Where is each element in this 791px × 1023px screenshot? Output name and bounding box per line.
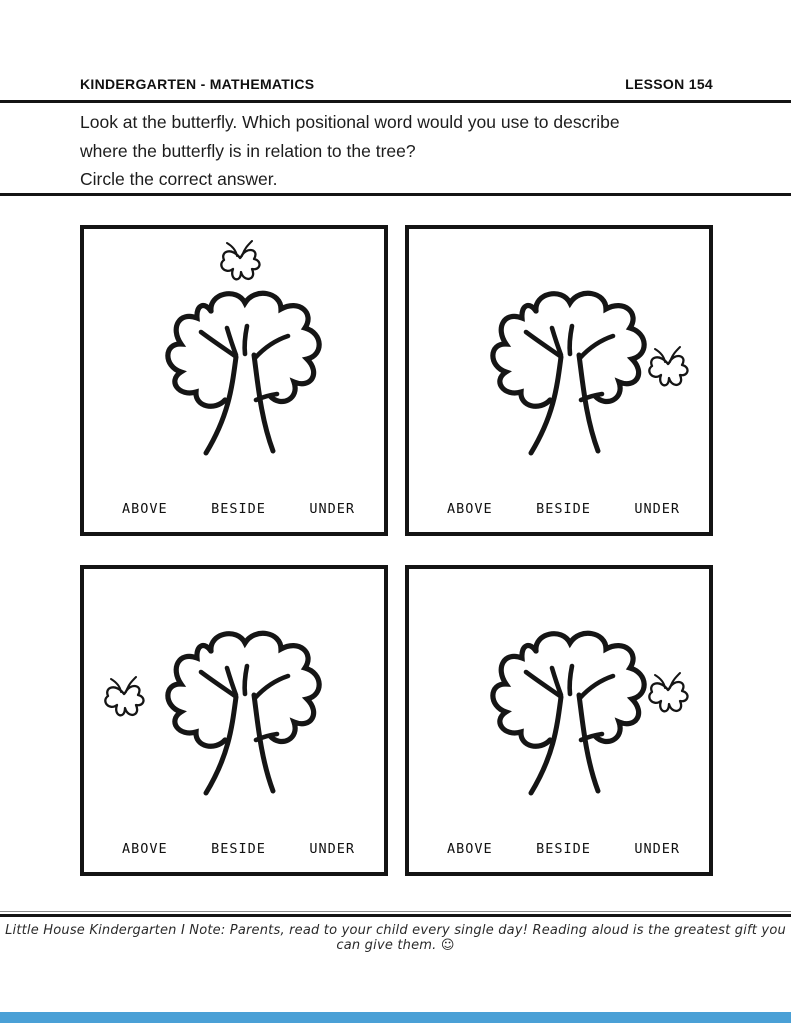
accent-bar: [0, 1012, 791, 1023]
instruction-line-3: Circle the correct answer.: [80, 169, 278, 189]
instruction-line-1: Look at the butterfly. Which positional word would you use to describe: [80, 112, 620, 132]
scene-butterfly-beside-tree-right: [409, 569, 709, 841]
question-box-2: [405, 225, 713, 536]
option-above[interactable]: ABOVE: [122, 841, 168, 857]
tree-icon: [168, 633, 319, 793]
butterfly-icon: [105, 677, 143, 715]
answer-options: [84, 841, 384, 857]
option-above[interactable]: ABOVE: [447, 841, 493, 857]
question-box-4: [405, 565, 713, 876]
tree-icon: [493, 293, 644, 453]
footer-note: Little House Kindergarten I Note: Parents, read to your child every single day! Reading aloud is the greatest gift you can give them. ☺: [5, 923, 786, 953]
question-box-1: [80, 225, 388, 536]
scene-butterfly-beside-tree-left: [84, 569, 384, 841]
tree-icon: [493, 633, 644, 793]
option-above[interactable]: ABOVE: [122, 501, 168, 517]
option-beside[interactable]: BESIDE: [536, 841, 591, 857]
header-lesson: LESSON 154: [625, 76, 713, 92]
instructions: [80, 108, 735, 194]
option-beside[interactable]: BESIDE: [211, 501, 266, 517]
answer-options: [409, 841, 709, 857]
footer-divider-thin: [0, 911, 791, 912]
header-divider: [0, 100, 791, 103]
question-box-3: [80, 565, 388, 876]
option-under[interactable]: UNDER: [309, 841, 355, 857]
option-beside[interactable]: BESIDE: [211, 841, 266, 857]
option-under[interactable]: UNDER: [309, 501, 355, 517]
butterfly-icon: [649, 347, 687, 385]
header-subject: KINDERGARTEN - MATHEMATICS: [80, 76, 315, 92]
header: [80, 76, 713, 92]
option-beside[interactable]: BESIDE: [536, 501, 591, 517]
butterfly-icon: [221, 241, 259, 279]
answer-options: [409, 501, 709, 517]
instruction-line-2: where the butterfly is in relation to the tree?: [80, 140, 416, 161]
question-grid: [80, 225, 713, 876]
footer-divider: [0, 914, 791, 917]
option-under[interactable]: UNDER: [634, 501, 680, 517]
answer-options: [84, 501, 384, 517]
tree-icon: [168, 293, 319, 453]
option-above[interactable]: ABOVE: [447, 501, 493, 517]
instructions-divider: [0, 193, 791, 196]
scene-butterfly-above-tree: [84, 229, 384, 501]
butterfly-icon: [649, 673, 687, 711]
scene-butterfly-beside-tree-right: [409, 229, 709, 501]
option-under[interactable]: UNDER: [634, 841, 680, 857]
